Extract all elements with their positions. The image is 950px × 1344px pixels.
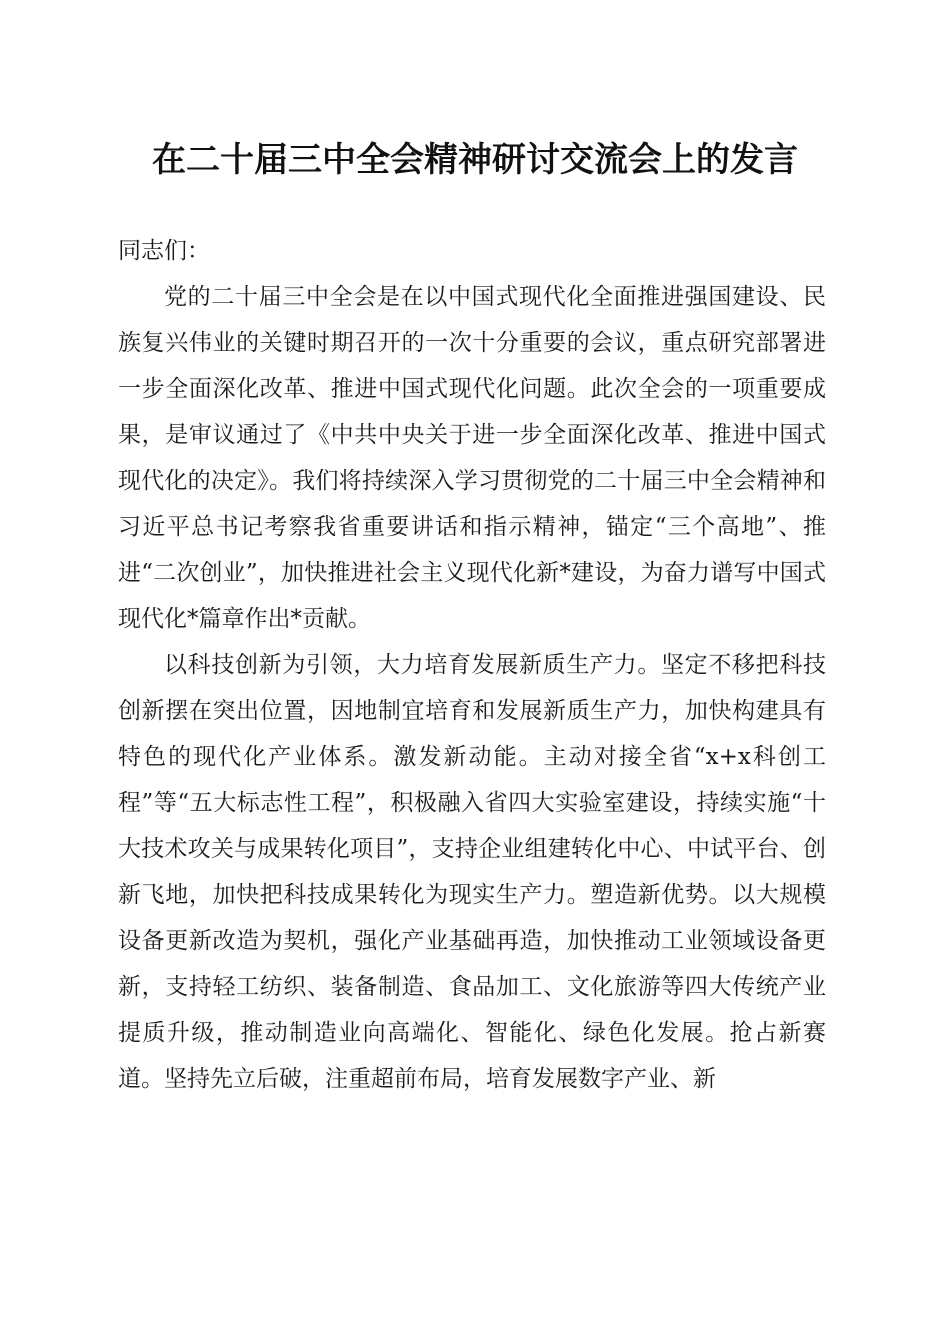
salutation: 同志们： (118, 238, 210, 264)
document-body (118, 228, 826, 1102)
paragraph-2: 以科技创新为引领，大力培育发展新质生产力。坚定不移把科技创新摆在突出位置，因地制宜培育和发展新质生产力，加快构建具有特色的现代化产业体系。激发新动能。主动对接全省“x+x科创工程”等“五大标志性工程”，积极融入省四大实验室建设，持续实施“十大技术攻关与成果转化项目”，支持企业组建转化中心、中试平台、创新飞地，加快把科技成果转化为现实生产力。塑造新优势。以大规模设备更新改造为契机，强化产业基础再造，加快推动工业领域设备更新，支持轻工纺织、装备制造、食品加工、文化旅游等四大传统产业提质升级，推动制造业向高端化、智能化、绿色化发展。抢占新赛道。坚持先立后破，注重超前布局，培育发展数字产业、新 (118, 652, 826, 1092)
paragraph-1: 党的二十届三中全会是在以中国式现代化全面推进强国建设、民族复兴伟业的关键时期召开的一次十分重要的会议，重点研究部署进一步全面深化改革、推进中国式现代化问题。此次全会的一项重要成果，是审议通过了《中共中央关于进一步全面深化改革、推进中国式现代化的决定》。我们将持续深入学习贯彻党的二十届三中全会精神和习近平总书记考察我省重要讲话和指示精神，锚定“三个高地”、推进“二次创业”，加快推进社会主义现代化新*建设，为奋力谱写中国式现代化*篇章作出*贡献。 (118, 284, 826, 632)
document-title: 在二十届三中全会精神研讨交流会上的发言 (152, 140, 798, 180)
